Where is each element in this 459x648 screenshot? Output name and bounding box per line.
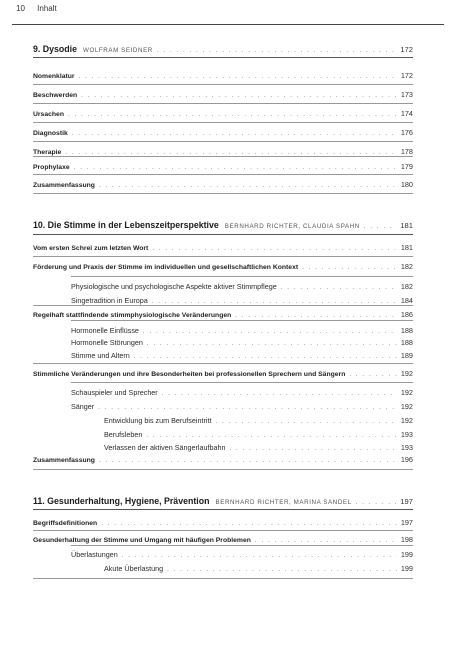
toc-section-entry[interactable] xyxy=(33,369,413,378)
divider-rule xyxy=(71,320,413,321)
toc-section-entry[interactable] xyxy=(33,162,413,171)
dot-leader xyxy=(302,265,397,271)
toc-chapter-entry[interactable] xyxy=(33,44,413,54)
dot-leader xyxy=(281,285,397,291)
toc-subsection-entry[interactable] xyxy=(104,443,413,452)
dot-leader xyxy=(152,246,396,252)
dot-leader xyxy=(167,567,397,573)
dot-leader xyxy=(229,446,396,452)
divider-rule xyxy=(33,84,413,85)
toc-entry-title: Verlassen der aktiven Sängerlaufbahn xyxy=(104,443,226,452)
toc-entry-title: Hormonelle Störungen xyxy=(71,338,143,347)
dot-leader xyxy=(215,419,396,425)
toc-entry-page-number: 192 xyxy=(400,369,413,378)
toc-subsection-entry[interactable] xyxy=(104,564,413,573)
toc-entry-page-number: 199 xyxy=(400,564,413,573)
toc-entry-title: Vom ersten Schrei zum letzten Wort xyxy=(33,245,149,252)
toc-entry-title: Nomenklatur xyxy=(33,73,75,80)
toc-entry-page-number: 178 xyxy=(400,147,413,156)
divider-rule xyxy=(33,509,413,510)
toc-entry-page-number: 181 xyxy=(400,243,413,252)
toc-entry-title: Berufsleben xyxy=(104,430,143,439)
divider-rule xyxy=(33,469,413,470)
toc-entry-page-number: 193 xyxy=(400,443,413,452)
toc-entry-page-number: 197 xyxy=(400,518,413,527)
running-header xyxy=(16,4,57,13)
dot-leader xyxy=(68,112,397,118)
toc-entry-title: Prophylaxe xyxy=(33,164,70,171)
dot-leader xyxy=(356,500,397,506)
toc-entry-title: 11. Gesunderhaltung, Hygiene, Prävention xyxy=(33,496,210,506)
divider-rule xyxy=(71,545,413,546)
toc-entry-page-number: 172 xyxy=(400,71,413,80)
toc-entry-title: Ursachen xyxy=(33,111,64,118)
toc-chapter-entry[interactable] xyxy=(33,220,413,230)
divider-rule xyxy=(33,530,413,531)
divider-rule xyxy=(33,363,413,364)
toc-subsection-entry[interactable] xyxy=(71,282,413,291)
toc-subsection-entry[interactable] xyxy=(71,296,413,305)
toc-entry-page-number: 179 xyxy=(400,162,413,171)
toc-entry-page-number: 192 xyxy=(400,416,413,425)
divider-rule xyxy=(33,578,413,579)
toc-section-entry[interactable] xyxy=(33,109,413,118)
divider-rule xyxy=(33,234,413,235)
toc-entry-page-number: 186 xyxy=(400,310,413,319)
toc-entry-author: WOLFRAM SEIDNER xyxy=(83,47,153,54)
divider-rule xyxy=(33,141,413,142)
toc-entry-title: Förderung und Praxis der Stimme im individuellen und gesellschaftlichen Kontext xyxy=(33,264,299,271)
dot-leader xyxy=(99,458,397,464)
toc-section-entry[interactable] xyxy=(33,90,413,99)
dot-leader xyxy=(99,183,397,189)
divider-rule xyxy=(33,174,413,175)
toc-entry-title: Sänger xyxy=(71,402,95,411)
toc-entry-page-number: 182 xyxy=(400,282,413,291)
toc-entry-title: Gesunderhaltung der Stimme und Umgang mit häufigen Problemen xyxy=(33,537,251,544)
toc-subsection-entry[interactable] xyxy=(104,416,413,425)
toc-entry-author: BERNHARD RICHTER, CLAUDIA SPAHN xyxy=(224,223,360,230)
toc-entry-page-number: 180 xyxy=(400,180,413,189)
toc-entry-title: Singetradition in Europa xyxy=(71,296,148,305)
dot-leader xyxy=(364,224,396,230)
toc-entry-page-number: 176 xyxy=(400,128,413,137)
toc-section-entry[interactable] xyxy=(33,455,413,464)
toc-entry-title: Stimmliche Veränderungen und ihre Besonderheiten bei professionellen Sprechern und Sängern xyxy=(33,371,346,378)
header-page-number: 10 xyxy=(16,4,25,13)
toc-section-entry[interactable] xyxy=(33,71,413,80)
divider-rule xyxy=(33,193,413,194)
toc-section-entry[interactable] xyxy=(33,535,413,544)
toc-entry-title: Schauspieler und Sprecher xyxy=(71,388,158,397)
toc-entry-page-number: 182 xyxy=(400,262,413,271)
toc-section-entry[interactable] xyxy=(33,180,413,189)
dot-leader xyxy=(146,433,396,439)
divider-rule xyxy=(71,382,413,383)
divider-rule xyxy=(71,276,413,277)
toc-entry-title: Überlastungen xyxy=(71,550,118,559)
toc-entry-title: Therapie xyxy=(33,149,62,156)
dot-leader xyxy=(143,329,397,335)
toc-entry-title: Regelhaft stattfindende stimmphysiologische Veränderungen xyxy=(33,312,232,319)
toc-entry-page-number: 199 xyxy=(400,550,413,559)
header-rule xyxy=(12,24,444,25)
toc-subsection-entry[interactable] xyxy=(71,338,413,347)
dot-leader xyxy=(147,341,397,347)
toc-entry-title: Stimme und Altern xyxy=(71,351,130,360)
divider-rule xyxy=(33,103,413,104)
toc-entry-title: Entwicklung bis zum Berufseintritt xyxy=(104,416,212,425)
toc-subsection-entry[interactable] xyxy=(71,550,413,559)
toc-section-entry[interactable] xyxy=(33,262,413,271)
toc-entry-title: Begriffsdefinitionen xyxy=(33,520,98,527)
divider-rule xyxy=(33,305,413,306)
toc-section-entry[interactable] xyxy=(33,147,413,156)
dot-leader xyxy=(101,521,397,527)
toc-subsection-entry[interactable] xyxy=(71,326,413,335)
toc-entry-title: Diagnostik xyxy=(33,130,68,137)
dot-leader xyxy=(134,354,397,360)
divider-rule xyxy=(33,256,413,257)
dot-leader xyxy=(349,372,396,378)
toc-entry-title: Zusammenfassung xyxy=(33,457,95,464)
toc-entry-title: 10. Die Stimme in der Lebenszeitperspektive xyxy=(33,220,219,230)
dot-leader xyxy=(98,405,397,411)
dot-leader xyxy=(79,74,397,80)
toc-subsection-entry[interactable] xyxy=(104,430,413,439)
toc-entry-page-number: 172 xyxy=(400,45,413,54)
dot-leader xyxy=(235,313,397,319)
toc-chapter-entry[interactable] xyxy=(33,496,413,506)
toc-subsection-entry[interactable] xyxy=(71,351,413,360)
toc-entry-page-number: 174 xyxy=(400,109,413,118)
toc-section-entry[interactable] xyxy=(33,128,413,137)
toc-entry-page-number: 189 xyxy=(400,351,413,360)
divider-rule xyxy=(33,122,413,123)
toc-subsection-entry[interactable] xyxy=(71,402,413,411)
toc-entry-page-number: 198 xyxy=(400,535,413,544)
dot-leader xyxy=(74,165,397,171)
dot-leader xyxy=(72,131,397,137)
dot-leader xyxy=(157,48,396,54)
toc-entry-page-number: 192 xyxy=(400,388,413,397)
header-title: Inhalt xyxy=(37,4,57,13)
toc-entry-page-number: 188 xyxy=(400,326,413,335)
dot-leader xyxy=(81,93,397,99)
dot-leader xyxy=(162,391,397,397)
toc-entry-title: Hormonelle Einflüsse xyxy=(71,326,139,335)
divider-rule xyxy=(33,57,413,58)
dot-leader xyxy=(122,553,397,559)
toc-section-entry[interactable] xyxy=(33,518,413,527)
toc-entry-page-number: 188 xyxy=(400,338,413,347)
toc-section-entry[interactable] xyxy=(33,310,413,319)
toc-entry-page-number: 196 xyxy=(400,455,413,464)
toc-entry-page-number: 181 xyxy=(400,221,413,230)
toc-entry-title: 9. Dysodie xyxy=(33,44,78,54)
toc-entry-page-number: 192 xyxy=(400,402,413,411)
toc-subsection-entry[interactable] xyxy=(71,388,413,397)
divider-rule xyxy=(33,156,413,157)
toc-entry-page-number: 184 xyxy=(400,296,413,305)
toc-entry-page-number: 173 xyxy=(400,90,413,99)
toc-entry-title: Beschwerden xyxy=(33,92,78,99)
toc-entry-page-number: 193 xyxy=(400,430,413,439)
toc-entry-author: BERNHARD RICHTER, MARINA SANDEL xyxy=(215,499,352,506)
toc-entry-page-number: 197 xyxy=(400,497,413,506)
toc-entry-title: Zusammenfassung xyxy=(33,182,95,189)
dot-leader xyxy=(255,538,397,544)
toc-entry-title: Akute Überlastung xyxy=(104,564,164,573)
toc-entry-title: Physiologische und psychologische Aspekte aktiver Stimmpflege xyxy=(71,282,277,291)
toc-section-entry[interactable] xyxy=(33,243,413,252)
